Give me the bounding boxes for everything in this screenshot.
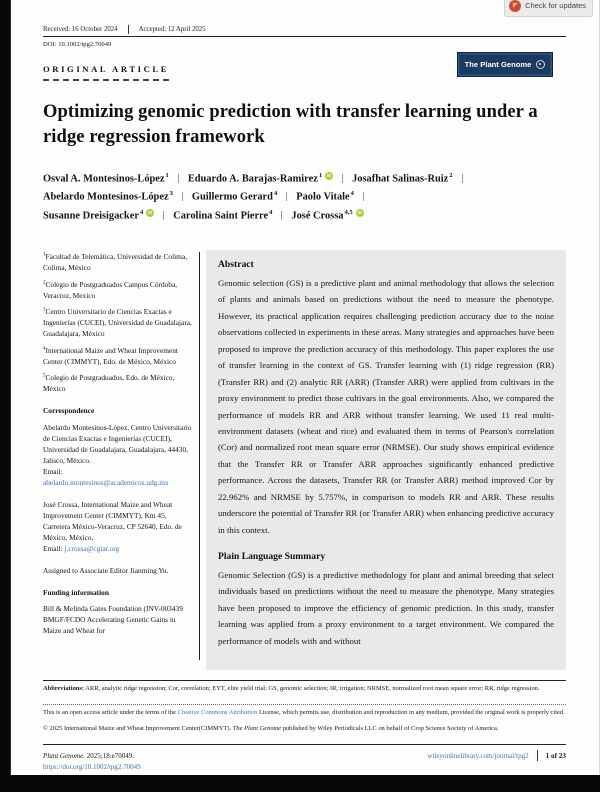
funding-text: Bill & Melinda Gates Foundation (INV-003439 BMGF/FCDO Accelerating Genetic Gains in Maize and Wheat for: [43, 604, 183, 636]
pdf-page: [10, 0, 600, 775]
abstract-panel: [206, 250, 566, 670]
article-title: Optimizing genomic prediction with transfer learning under a ridge regression framework: [43, 102, 538, 147]
affiliation: $^4$International Maize and Wheat Improvement Center (CIMMYT), Edo. de México, México: [43, 345, 178, 366]
check-for-updates-button[interactable]: [504, 0, 593, 17]
author: Carolina Saint Pierre$^4$: [173, 208, 273, 222]
abbreviations: Abbreviations: ARR, analytic ridge regression; Cor, correlation; EYT, elite yield trial; GS, genomic selection; IR, irrigation; NRMSE, normalized root mean square error; RR, ridge regression.: [43, 685, 540, 692]
footer-links: [427, 750, 566, 761]
author: Paolo Vitale$^4$: [296, 190, 354, 203]
author-separator: [286, 192, 287, 201]
journal-website-link[interactable]: wileyonlinelibrary.com/journal/tpg2: [427, 751, 529, 760]
editor-note: Assigned to Associate Editor Jianming Yu.: [43, 565, 169, 575]
dotted-rule: [43, 704, 566, 705]
affiliation: $^3$Centro Universitario de Ciencias Exactas e Ingenierías (CUCEI), Universidad de Guadalajara, Guadalajara, México: [43, 307, 192, 339]
footer: [43, 750, 566, 761]
author-row: [43, 209, 568, 221]
plain-language-summary-text: Genomic Selection (GS) is a predictive methodology for plant and animal breeding that select individuals based on predictions without the need to measure the phenotype. Many strategies have been proposed to improve the efficiency of genomic prediction. In this study, transfer learning was applied from a proxy environment to a target environment. We compared the performance of models with and without: [218, 570, 554, 646]
journal-badge[interactable]: [457, 52, 553, 77]
correspondence-heading: Correspondence: [43, 406, 95, 416]
affiliation: $^1$Facultad de Telemática, Universidad de Colima, Colima, México: [43, 252, 187, 273]
author: Guillermo Gerard$^4$: [191, 190, 278, 203]
journal-badge-label: The Plant Genome: [464, 60, 532, 69]
open-access-note: This is an open access article under the terms of the Creative Commons Attribution License, which permits use, distribution and reproduction in any medium, provided the original work is properly cited.: [43, 709, 565, 716]
accepted-date: Accepted: 12 April 2025: [138, 26, 206, 33]
column-divider: [199, 252, 200, 660]
email-link[interactable]: abelardo.montesinos@academicos.udg.mx: [43, 477, 169, 487]
author-row: [43, 190, 568, 202]
abstract-heading: Abstract: [218, 259, 254, 270]
received-accepted-row: [43, 25, 206, 34]
crossmark-icon: [509, 0, 521, 12]
affiliation: $^5$Colegio de Postgraduados, Edo. de México, México: [43, 373, 175, 394]
left-sidebar-column: [43, 251, 195, 642]
creative-commons-link[interactable]: Creative Commons Attribution: [177, 709, 258, 716]
author-list: [43, 172, 568, 227]
abbreviations-rule: [43, 680, 566, 681]
correspondence-entry: José Crossa, International Maize and Wheat Improvement Center (CIMMYT), Km 45, Carretera México-Veracruz, CP 52640, Edo. de México, México. Email: j.crossa@cgiar.org: [43, 499, 182, 553]
doi-footer-link: [43, 763, 141, 771]
footer-rule: [43, 744, 566, 745]
copyright-line: © 2025 International Maize and Wheat Improvement Center(CIMMYT). The Plant Genome published by Wiley Periodicals LLC on behalf of Crop Science Society of America.: [43, 725, 499, 732]
abstract-text: Genomic selection (GS) is a predictive plant and animal methodology that allows the selection of plants and animals based on predictions without the need to measure the phenotype. However, its practical application requires challenging prediction accuracy due to the noise observations collected in experiments in these areas. Many strategies and approaches have been proposed to improve the prediction accuracy of this methodology. This paper explores the use of transfer learning in the context of GS. Transfer learning with (1) ridge regression (RR) (Transfer RR) and (2) analytic RR (ARR) (Transfer ARR) were applied from cultivars in the proxy environment to predict those cultivars in the goal environments. Also, we compared the performance of models RR and ARR without transfer learning. We used 11 real multi-environment datasets (wheat and rice) and evaluated them in terms of Pearson's correlation (Cor) and normalized root mean square error (NRMSE). Our study shows empirical evidence that the Transfer RR or Transfer ARR approaches significantly enhanced predictive performance. Across the datasets, Transfer RR (or Transfer ARR) method improved Cor by 22.962% and NRMSE by 5.757%, in comparison to models RR and ARR. These results underscore the potential of Transfer RR (or Transfer ARR) when enhancing predictive accuracy in this context.: [218, 278, 554, 535]
author-separator: [462, 174, 463, 183]
doi-link[interactable]: https://doi.org/10.1002/tpg2.70049: [43, 763, 141, 771]
correspondence-entry: Abelardo Montesinos-López, Centro Universitario de Ciencias Exactas e Ingenierías (CUCEI), Universidad de Guadalajara, Guadalajara, 44430, Jalisco, México. Email: abelardo.montesinos@academicos.udg.mx: [43, 422, 192, 487]
author: Osval A. Montesinos-López$^1$: [43, 172, 169, 185]
doi-line: DOI: 10.1002/tpg2.70049: [43, 41, 112, 48]
funding-heading: Funding information: [43, 587, 109, 597]
author-separator: [342, 174, 343, 183]
orcid-icon[interactable]: [325, 172, 333, 180]
plain-language-summary-heading: Plain Language Summary: [218, 551, 326, 562]
check-for-updates-label: Check for updates: [525, 1, 586, 10]
author: Susanne Dreisigacker$^4$ iD: [43, 209, 154, 221]
received-date: Received: 16 October 2024: [43, 26, 118, 33]
author-separator: [281, 211, 282, 220]
header-rule: [43, 36, 566, 37]
email-link[interactable]: j.crossa@cgiar.org: [64, 543, 120, 553]
separator-bar: [128, 25, 129, 34]
citation: Plant Genome. 2025;18:e70049.: [43, 751, 134, 760]
author-row: [43, 172, 568, 184]
separator-bar: [537, 750, 538, 761]
author-separator: [163, 211, 164, 220]
author: Abelardo Montesinos-López$^3$: [43, 190, 173, 203]
author-separator: [363, 192, 364, 201]
page-number: 1 of 23: [545, 751, 566, 760]
orcid-icon[interactable]: [146, 209, 154, 217]
author-separator: [178, 174, 179, 183]
css-logo-icon: [536, 60, 545, 69]
article-type-label: ORIGINAL ARTICLE: [43, 64, 169, 81]
author: José Crossa$^{4,5}$iD: [291, 209, 363, 221]
author: Josafhat Salinas-Ruiz$^2$: [352, 172, 453, 185]
author-separator: [182, 192, 183, 201]
affiliation: $^2$Colegio de Postgraduados Campus Córdoba, Veracruz, Mexico: [43, 279, 178, 300]
orcid-icon[interactable]: [356, 209, 364, 217]
author: Eduardo A. Barajas-Ramirez$^1$ iD: [188, 172, 333, 184]
